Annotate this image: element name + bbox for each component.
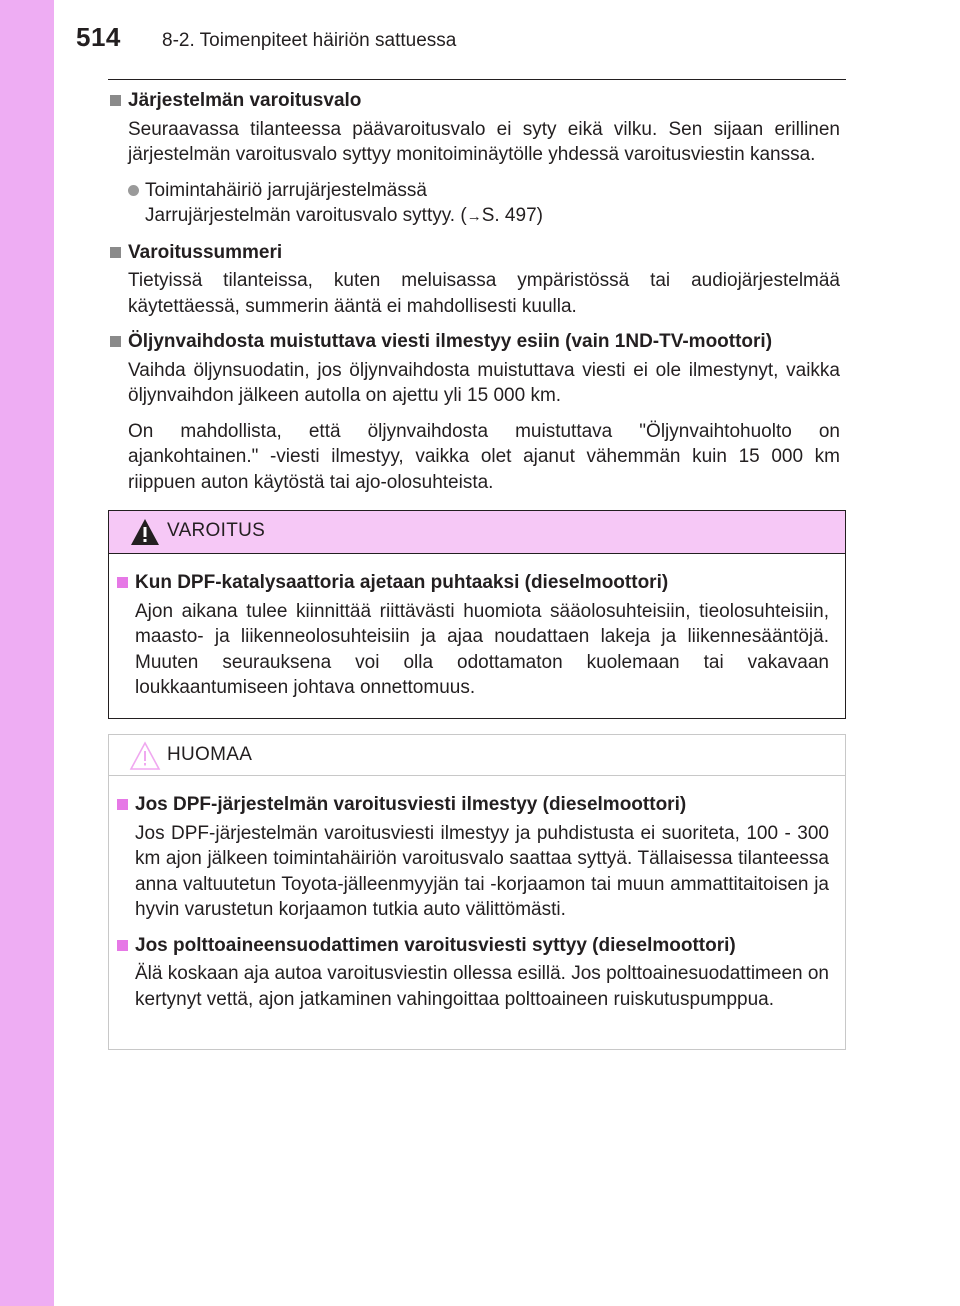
warning-triangle-icon [129,517,161,547]
page-number: 514 [76,22,121,52]
section-heading [108,88,840,114]
main-content [108,88,840,505]
section-heading [108,240,840,266]
list-item-line: Toimintahäiriö jarrujärjestelmässä [145,179,427,201]
warning-box [108,510,846,719]
paragraph: Tietyissä tilanteissa, kuten meluisassa ympäristössä tai audiojärjestelmää käytettäessä, summerin ääntä ei mahdollisesti kuulla. [128,270,840,317]
notice-item-heading [117,933,835,959]
heading-text: Järjestelmän varoitusvalo [128,90,362,111]
square-bullet-icon [110,95,121,106]
reference-text: Jarrujärjestelmän varoitusvalo syttyy. ( [145,205,467,226]
warning-item-heading [117,570,835,596]
notice-title: HUOMAA [167,744,253,765]
paragraph: Ajon aikana tulee kiinnittää riittävästi huomiota sääolosuhteisiin, tieolosuhteisiin, maasto- ja liikenneolosuhteisiin ja ajaa noudattaen lakeja ja liikennesääntöjä. Muuten seurauksena voi olla odottamaton kuolemaan tai vakavaan loukkaantumiseen johtava onnettomuus. [135,600,829,698]
caution-triangle-icon [129,741,161,771]
header-divider [108,79,846,80]
heading-text: Kun DPF-katalysaattoria ajetaan puhtaaksi (dieselmoottori) [135,572,669,593]
paragraph: Älä koskaan aja autoa varoitusviestin ollessa esillä. Jos polttoainesuodattimeen on kertynyt vettä, ajon jatkaminen vahingoittaa polttoaineen ruiskutuspumppua. [135,963,829,1010]
square-bullet-icon [117,940,128,951]
list-item [128,178,840,230]
square-bullet-icon [117,577,128,588]
notice-header [109,735,845,776]
heading-text: Jos DPF-järjestelmän varoitusviesti ilmestyy (dieselmoottori) [135,794,687,815]
heading-text: Jos polttoaineensuodattimen varoitusviesti syttyy (dieselmoottori) [135,934,736,956]
side-tab-strip [0,0,54,1306]
paragraph: Jos DPF-järjestelmän varoitusviesti ilmestyy ja puhdistusta ei suoriteta, 100 - 300 km ajon jälkeen toimintahäiriön varoitusvalo saattaa syttyä. Tällaisessa tilanteessa anna valtuutetun Toyota-jälleenmyyjän tai -korjaamon tai muun ammattitaitoisen ja hyvin varustetun korjaamon tutkia auto välittömästi. [135,822,829,920]
notice-box [108,734,846,1050]
square-bullet-icon [117,799,128,810]
notice-body [109,776,845,1012]
warning-title: VAROITUS [167,520,266,541]
section-title: 8-2. Toimenpiteet häiriön sattuessa [162,30,457,51]
list-item-line [145,203,543,230]
notice-item-heading [117,792,835,818]
paragraph: On mahdollista, että öljynvaihdosta muistuttava "Öljynvaihtohuolto on ajankohtainen." -viesti ilmestyy, vaikka olet ajanut vähemmän kuin 15 000 km riippuen auton käytöstä tai ajo-olosuhteista. [128,420,840,493]
circle-bullet-icon [128,185,139,196]
list-item-text [145,178,543,230]
square-bullet-icon [110,336,121,347]
arrow-right-icon: → [466,208,482,225]
warning-header [109,511,845,554]
square-bullet-icon [110,247,121,258]
paragraph: Seuraavassa tilanteessa päävaroitusvalo ei syty eikä vilku. Sen sijaan erillinen järjestelmän varoitusvalo syttyy monitoiminäytölle yhdessä varoitusviestin kanssa. [128,118,840,165]
page-reference-link[interactable]: S. 497) [481,205,543,226]
warning-body [109,554,845,701]
paragraph: Vaihda öljynsuodatin, jos öljynvaihdosta muistuttava viesti ei ole ilmestynyt, vaikka öljynvaihdon jälkeen autolla on ajettu yli 15 000 km. [128,359,840,406]
heading-text: Öljynvaihdosta muistuttava viesti ilmestyy esiin (vain 1ND-TV-moottori) [128,331,773,352]
section-heading [108,329,840,355]
heading-text: Varoitussummeri [128,241,283,263]
